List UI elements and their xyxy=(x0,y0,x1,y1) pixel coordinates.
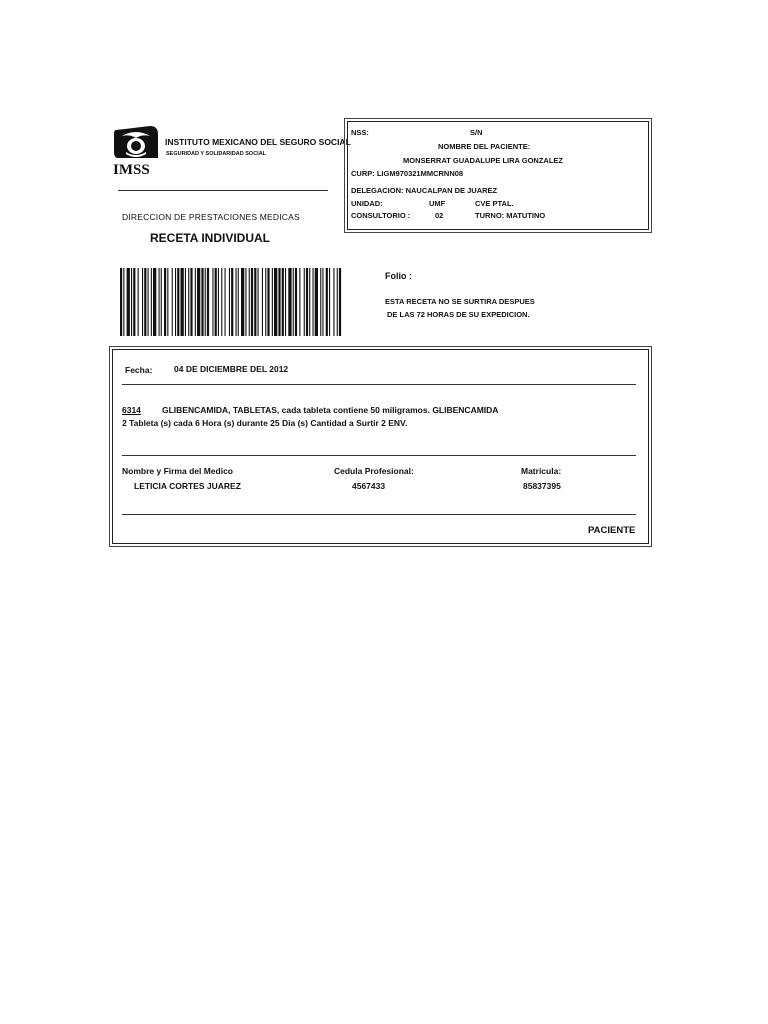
folio-label: Folio : xyxy=(385,271,412,281)
turno-field: TURNO: MATUTINO xyxy=(475,211,546,220)
institution-subtitle: SEGURIDAD Y SOLIDARIDAD SOCIAL xyxy=(166,151,267,157)
cedula-value: 4567433 xyxy=(352,481,386,491)
expiry-warning-line1: ESTA RECETA NO SE SURTIRA DESPUES xyxy=(385,297,535,306)
expiry-warning-line2: DE LAS 72 HORAS DE SU EXPEDICION. xyxy=(387,310,530,319)
medico-name: LETICIA CORTES JUAREZ xyxy=(134,481,241,491)
direccion-label: DIRECCION DE PRESTACIONES MEDICAS xyxy=(122,212,300,222)
document-title: RECETA INDIVIDUAL xyxy=(150,231,270,245)
curp-field: CURP: LIGM970321MMCRNN08 xyxy=(351,169,464,178)
barcode xyxy=(120,268,342,336)
medication-description: GLIBENCAMIDA, TABLETAS, cada tableta contiene 50 miligramos. GLIBENCAMIDA xyxy=(162,405,499,415)
copy-label: PACIENTE xyxy=(588,525,636,536)
matricula-label: Matricula: xyxy=(521,466,562,476)
cve-ptal-label: CVE PTAL. xyxy=(475,199,514,208)
patient-name-value: MONSERRAT GUADALUPE LIRA GONZALEZ xyxy=(403,156,563,165)
unidad-label: UNIDAD: xyxy=(351,199,383,208)
svg-text:IMSS: IMSS xyxy=(113,162,150,176)
matricula-value: 85837395 xyxy=(523,481,561,491)
medication-code: 6314 xyxy=(122,405,141,415)
imss-logo xyxy=(112,124,162,176)
fecha-label: Fecha: xyxy=(125,365,153,375)
patient-name-label: NOMBRE DEL PACIENTE: xyxy=(438,142,531,151)
delegacion-field: DELEGACION: NAUCALPAN DE JUAREZ xyxy=(351,186,498,195)
fecha-value: 04 DE DICIEMBRE DEL 2012 xyxy=(174,364,289,374)
medico-label: Nombre y Firma del Medico xyxy=(122,466,233,476)
consultorio-label: CONSULTORIO : xyxy=(351,211,411,220)
institution-name: INSTITUTO MEXICANO DEL SEGURO SOCIAL xyxy=(165,137,351,147)
nss-value: S/N xyxy=(470,128,483,137)
nss-label: NSS: xyxy=(351,128,369,137)
divider-line xyxy=(122,384,636,385)
divider-line xyxy=(122,514,636,515)
unidad-value: UMF xyxy=(429,199,446,208)
cedula-label: Cedula Profesional: xyxy=(334,466,414,476)
dosage-instructions: 2 Tableta (s) cada 6 Hora (s) durante 25 Dia (s) Cantidad a Surtir 2 ENV. xyxy=(122,418,408,428)
consultorio-value: 02 xyxy=(435,211,444,220)
header-divider xyxy=(118,190,328,191)
divider-line xyxy=(122,455,636,456)
